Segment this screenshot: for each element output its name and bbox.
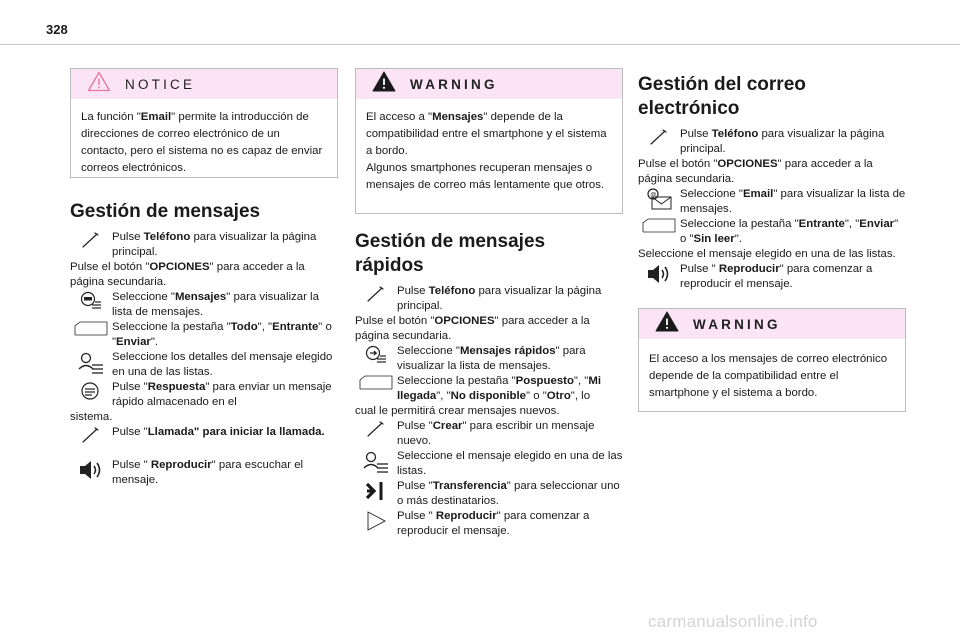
pencil-icon	[355, 419, 397, 441]
page-number: 328	[46, 22, 68, 37]
column-right	[638, 68, 906, 412]
svg-text:@: @	[650, 192, 657, 199]
step-phone: Pulse Teléfono para visualizar la página principal.	[70, 230, 338, 260]
pencil-icon	[355, 284, 397, 306]
warning-text: El acceso a "Mensajes" depende de la compatibilidad entre el smartphone y el sistema a bordo. Algunos smartphones recuperan mensajes o mensajes de correo más lentamente que otros.	[366, 111, 607, 191]
speaker-icon	[638, 262, 680, 284]
para-options: Pulse el botón "OPCIONES" para acceder a la página secundaria.	[355, 315, 590, 342]
person-list-icon	[355, 449, 397, 471]
warning-title: WARNING	[410, 76, 498, 92]
step-transfer: Pulse "Transferencia" para seleccionar uno o más destinatarios.	[355, 479, 623, 509]
column-left	[70, 68, 338, 488]
top-divider	[0, 44, 960, 45]
warning-header	[356, 69, 622, 99]
step-phone: Pulse Teléfono para visualizar la página principal.	[638, 127, 906, 157]
warning-filled-icon	[372, 71, 396, 97]
section-title-email: Gestión del correo electrónico	[638, 74, 806, 119]
warning-box	[638, 308, 906, 412]
message-reply-icon	[70, 380, 112, 402]
column-middle	[355, 68, 623, 539]
step-phone: Pulse Teléfono para visualizar la página principal.	[355, 284, 623, 314]
notice-title: NOTICE	[125, 76, 196, 92]
step-play: Pulse " Reproducir" para escuchar el mensaje.	[70, 458, 338, 488]
notice-box	[70, 68, 338, 178]
para-system: sistema.	[70, 411, 113, 423]
warning-filled-icon	[655, 311, 679, 337]
step-tabs: Seleccione la pestaña "Entrante", "Enviar" o "Sin leer".	[638, 217, 906, 247]
step-email: @ Seleccione "Email" para visualizar la lista de mensajes.	[638, 187, 906, 217]
pencil-icon	[70, 230, 112, 252]
warning-outline-icon	[87, 71, 111, 97]
step-reply: Pulse "Respuesta" para enviar un mensaje rápido almacenado en el	[70, 380, 338, 410]
person-list-icon	[70, 350, 112, 372]
step-tabs: Seleccione la pestaña "Todo", "Entrante" o "Enviar".	[70, 320, 338, 350]
step-call: Pulse "Llamada" para iniciar la llamada.	[70, 425, 338, 447]
tab-icon	[355, 374, 397, 396]
step-play: Pulse " Reproducir" para comenzar a reproducir el mensaje.	[355, 509, 623, 539]
notice-text: La función "Email" permite la introducción de direcciones de correo electrónico de un contacto, pero el sistema no es capaz de enviar correos electrónicos.	[81, 111, 323, 174]
quick-message-icon	[355, 344, 397, 366]
warning-title: WARNING	[693, 316, 781, 332]
step-quick-messages: Seleccione "Mensajes rápidos" para visualizar la lista de mensajes.	[355, 344, 623, 374]
email-icon	[638, 187, 680, 209]
pencil-icon	[638, 127, 680, 149]
play-icon	[355, 509, 397, 531]
forward-icon	[355, 479, 397, 501]
notice-header	[71, 69, 337, 99]
para-options: Pulse el botón "OPCIONES" para acceder a la página secundaria.	[638, 158, 873, 185]
section-title-quick-messages: Gestión de mensajes rápidos	[355, 231, 546, 276]
step-messages: Seleccione "Mensajes" para visualizar la lista de mensajes.	[70, 290, 338, 320]
warning-header	[639, 309, 905, 339]
step-select-message: Seleccione el mensaje elegido en una de las listas.	[355, 449, 623, 479]
footer-watermark: carmanualsonline.info	[648, 612, 818, 631]
warning-text: El acceso a los mensajes de correo electrónico depende de la compatibilidad entre el smartphone y el sistema a bordo.	[649, 353, 888, 399]
section-title-messages: Gestión de mensajes	[70, 201, 261, 222]
speaker-icon	[70, 458, 112, 480]
para-options: Pulse el botón "OPCIONES" para acceder a la página secundaria.	[70, 261, 305, 288]
step-tabs: Seleccione la pestaña "Pospuesto", "Mi llegada", "No disponible" o "Otro", lo	[355, 374, 623, 404]
para-create-new: cual le permitirá crear mensajes nuevos.	[355, 405, 560, 417]
tab-icon	[70, 320, 112, 342]
step-play: Pulse " Reproducir" para comenzar a reproducir el mensaje.	[638, 262, 906, 292]
warning-box	[355, 68, 623, 214]
sms-list-icon	[70, 290, 112, 312]
para-select-message: Seleccione el mensaje elegido en una de las listas.	[638, 248, 896, 260]
pencil-icon	[70, 425, 112, 447]
step-create: Pulse "Crear" para escribir un mensaje nuevo.	[355, 419, 623, 449]
step-details: Seleccione los detalles del mensaje elegido en una de las listas.	[70, 350, 338, 380]
tab-icon	[638, 217, 680, 239]
